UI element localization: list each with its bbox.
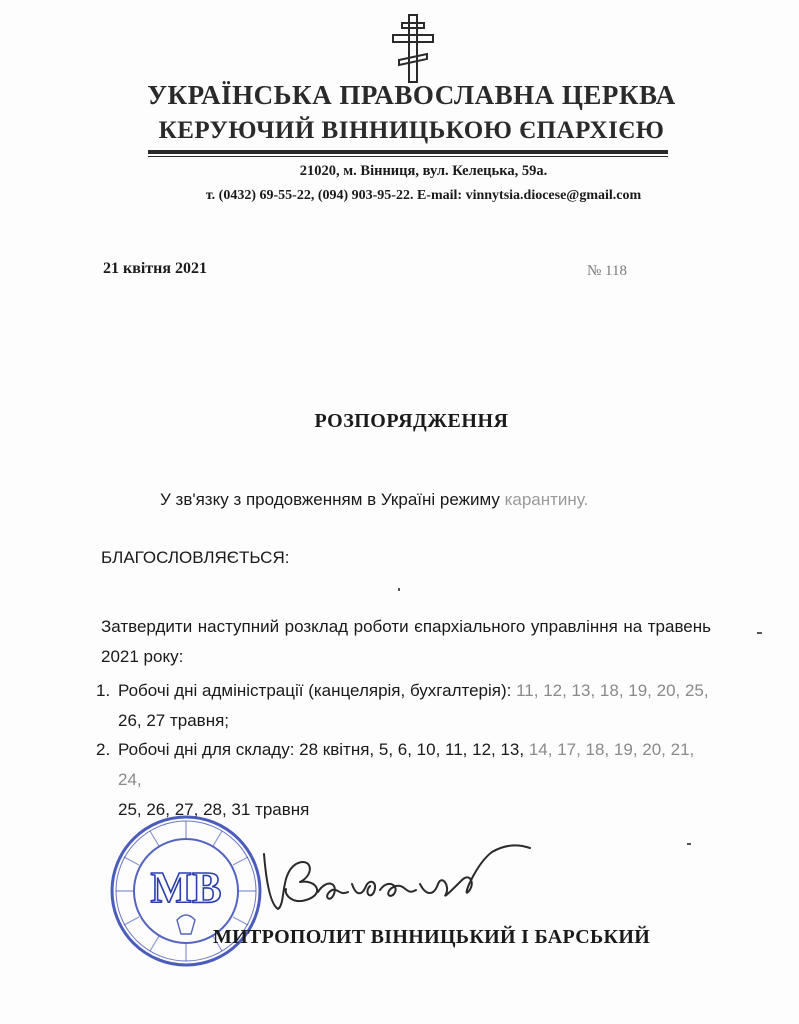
list-item-text-faint: 14, 17, 18, 19, 20, 21, 24,	[118, 740, 695, 789]
list-item-number: 2.	[96, 740, 111, 759]
intro-text-faded: карантину.	[504, 490, 589, 509]
document-number: № 118	[587, 263, 628, 279]
scan-speck	[757, 632, 762, 634]
organization-subtitle: КЕРУЮЧИЙ ВІННИЦЬКОЮ ЄПАРХІЄЮ	[158, 117, 665, 144]
document-date: 21 квітня 2021	[103, 260, 208, 277]
orthodox-cross-icon	[388, 14, 438, 84]
organization-name: УКРАЇНСЬКА ПРАВОСЛАВНА ЦЕРКВА	[147, 80, 676, 110]
list-item	[96, 676, 711, 736]
list-item-text-cont: 25, 26, 27, 28, 31 травня	[118, 800, 310, 819]
address: 21020, м. Вінниця, вул. Келецька, 59а.	[299, 163, 548, 179]
contacts: т. (0432) 69-55-22, (094) 903-95-22. E-mail: vinnytsia.diocese@gmail.com	[205, 188, 642, 203]
document-title: РОЗПОРЯДЖЕННЯ	[314, 410, 509, 432]
list-item-number: 1.	[96, 681, 111, 700]
list-item-text: Робочі дні адміністрації (канцелярія, бухгалтерія):	[118, 681, 517, 700]
stamp-monogram: МВ	[150, 863, 222, 912]
header-divider	[148, 150, 668, 154]
list-item-text-faint: 11, 12, 13, 18, 19, 20, 25,	[516, 681, 709, 700]
intro-paragraph	[160, 490, 588, 510]
list-item-text: Робочі дні для складу: 28 квітня, 5, 6, 10, 11, 12, 13,	[118, 740, 529, 759]
list-item-text-cont: 26, 27 травня;	[118, 711, 230, 730]
approve-line-1: Затвердити наступний розклад роботи єпархіального управління на травень	[101, 617, 711, 636]
scan-speck	[687, 843, 691, 845]
scan-speck	[398, 588, 400, 591]
header-divider-thin	[148, 156, 668, 157]
signer-title: МИТРОПОЛИТ ВІННИЦЬКИЙ І БАРСЬКИЙ	[213, 926, 651, 948]
handwritten-signature	[256, 834, 536, 924]
approve-line-2: 2021 року:	[101, 647, 184, 666]
intro-text: У зв'язку з продовженням в Україні режиму	[160, 490, 505, 509]
blessing-heading: БЛАГОСЛОВЛЯЄТЬСЯ:	[101, 548, 290, 567]
